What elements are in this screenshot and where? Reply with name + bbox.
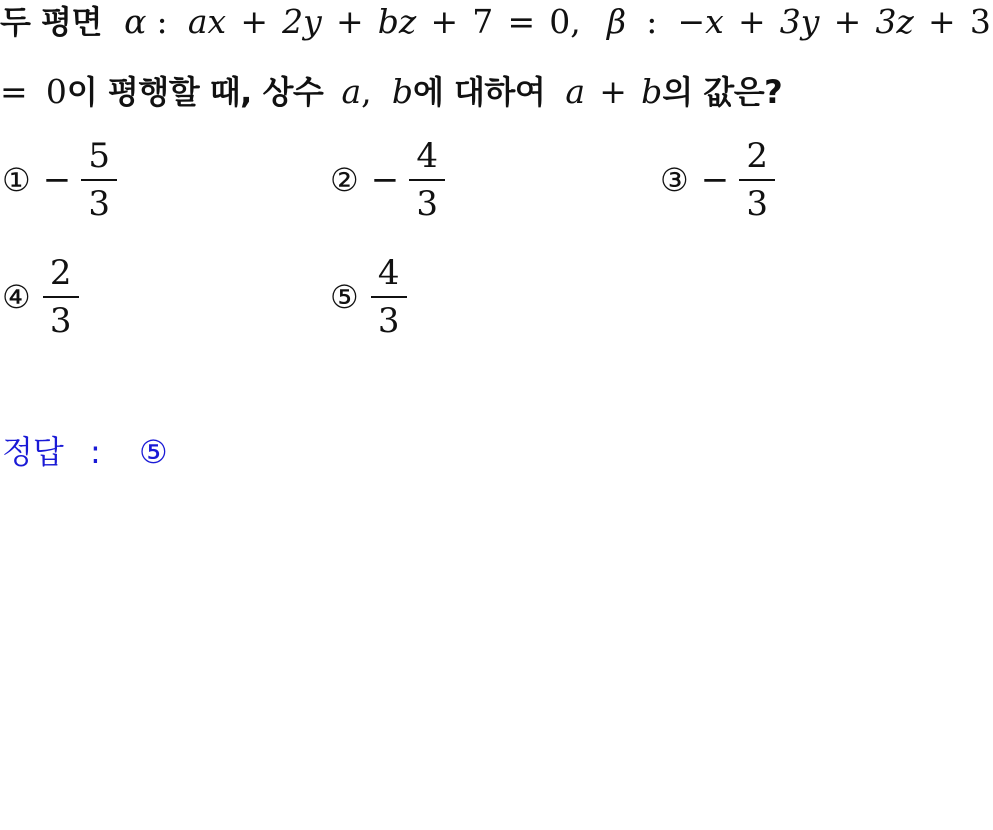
choice-sign: −: [42, 160, 72, 200]
numerator: 4: [377, 253, 400, 293]
numerator: 4: [416, 136, 438, 176]
question-line-1: [0, 2, 991, 42]
var-b: b: [391, 72, 413, 111]
numerator: 2: [49, 253, 72, 293]
choice-sign: −: [700, 160, 730, 200]
plus-sign: +: [240, 2, 268, 41]
comma: ,: [361, 72, 372, 111]
comma: ,: [570, 2, 581, 41]
denominator: 3: [377, 301, 400, 341]
plus-sign: +: [737, 2, 766, 41]
denominator: 3: [49, 301, 72, 341]
zero: 0: [549, 2, 571, 41]
plane-beta: β: [606, 2, 627, 41]
fraction-bar: [371, 296, 407, 298]
choice-3[interactable]: [660, 135, 775, 225]
answer-label: 정답: [2, 433, 64, 471]
plus-sign: +: [928, 2, 956, 41]
answer-line: [2, 432, 168, 472]
choice-2[interactable]: [330, 135, 445, 225]
choice-number: ②: [330, 161, 359, 199]
plus-sign: +: [335, 2, 364, 41]
plus-sign: +: [430, 2, 459, 41]
choice-number: ④: [2, 278, 31, 316]
coef-b: b: [377, 2, 399, 41]
answer-value: ⑤: [138, 433, 168, 471]
zero: 0: [45, 72, 67, 111]
coef-a: a: [187, 2, 208, 41]
var-a: a: [341, 72, 362, 111]
choice-sign: −: [370, 160, 400, 200]
answer-colon: :: [90, 433, 101, 471]
colon-beta: :: [646, 2, 658, 41]
fraction-bar: [81, 179, 117, 181]
question-text-1: 이 평행할 때, 상수: [66, 73, 324, 111]
fraction-bar: [43, 296, 79, 298]
term-2y: 2y: [282, 2, 322, 41]
numerator: 5: [88, 136, 110, 176]
question-line-2: [0, 72, 782, 112]
plus-sign: +: [599, 72, 627, 111]
var-z: z: [398, 2, 417, 41]
sum-b: b: [641, 72, 663, 111]
numerator: 2: [746, 136, 768, 176]
constant-7: 7: [472, 2, 494, 41]
choice-number: ①: [2, 161, 31, 199]
term-3y: 3y: [779, 2, 820, 41]
denominator: 3: [416, 184, 438, 224]
equals-sign: =: [0, 72, 28, 111]
choice-fraction: [43, 253, 79, 341]
plane-alpha: α: [124, 2, 147, 41]
fraction-bar: [739, 179, 775, 181]
colon-alpha: :: [156, 2, 168, 41]
choice-1[interactable]: [2, 135, 117, 225]
plus-sign: +: [833, 2, 862, 41]
choice-fraction: [371, 253, 407, 341]
var-x: x: [207, 2, 227, 41]
choice-fraction: [739, 136, 775, 224]
choice-number: ⑤: [330, 278, 359, 316]
minus-sign: −: [677, 2, 706, 41]
choice-4[interactable]: [2, 252, 79, 342]
choice-fraction: [81, 136, 117, 224]
var-x: x: [705, 2, 724, 41]
question-text-2: 에 대하여: [412, 73, 546, 111]
choice-5[interactable]: [330, 252, 407, 342]
sum-a: a: [565, 72, 586, 111]
denominator: 3: [88, 184, 110, 224]
choice-fraction: [409, 136, 445, 224]
question-prefix: 두 평면: [0, 3, 102, 41]
question-text-3: 의 값은?: [662, 73, 783, 111]
fraction-bar: [409, 179, 445, 181]
denominator: 3: [746, 184, 768, 224]
term-3z: 3z: [875, 2, 914, 41]
constant-3: 3: [969, 2, 991, 41]
choice-number: ③: [660, 161, 689, 199]
equals-sign: =: [507, 2, 536, 41]
